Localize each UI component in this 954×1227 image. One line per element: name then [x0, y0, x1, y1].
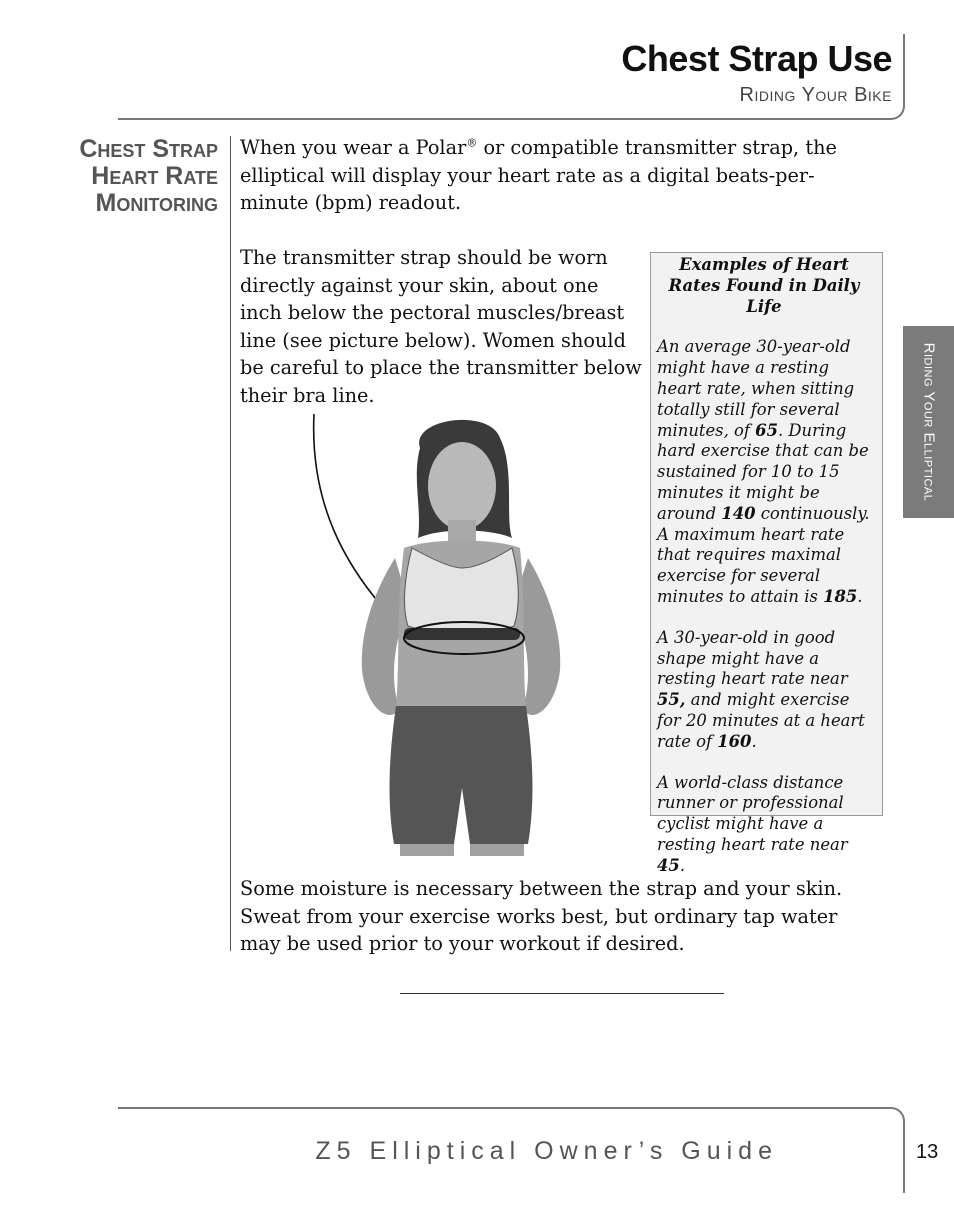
section-end-rule	[400, 993, 724, 994]
page-number: 13	[916, 1141, 939, 1163]
chapter-tab-label: Riding Your Elliptical	[920, 342, 937, 502]
fit-exercise-rate-value: 160	[717, 731, 752, 751]
section-heading	[79, 136, 218, 217]
info-text: .	[751, 731, 757, 751]
section-heading-line: Chest Strap	[79, 135, 218, 163]
info-text: and might exercise for 20 minutes at a heart rate of	[657, 690, 865, 751]
chest-strap-photo	[300, 408, 620, 856]
intro-text-start: When you wear a Polar	[240, 136, 467, 159]
column-divider	[230, 136, 231, 951]
info-box-title: Examples of Heart Rates Found in Daily Life	[668, 255, 860, 316]
info-text: .	[857, 586, 863, 606]
info-paragraph-fit	[657, 628, 871, 753]
moisture-paragraph: Some moisture is necessary between the strap and your skin. Sweat from your exercise works best, but ordinary tap water may be used prior to your workout if desired.	[240, 877, 843, 955]
intro-text-end: or compatible transmitter strap, the elliptical will display your heart rate as a digital beats-per-minute (bpm) readout.	[240, 136, 837, 214]
section-heading-line: Heart Rate	[91, 162, 218, 190]
info-paragraph-athlete	[657, 773, 871, 877]
info-text: A world-class distance runner or professional cyclist might have a resting heart rate near	[657, 772, 848, 854]
chapter-tab	[903, 326, 954, 518]
resting-rate-value: 65	[755, 420, 778, 440]
max-rate-value: 185	[823, 586, 858, 606]
heart-rate-examples-box	[650, 252, 883, 875]
footer-title: Z5 Elliptical Owner’s Guide	[315, 1137, 778, 1165]
exercise-rate-value: 140	[721, 503, 756, 523]
page-title: Chest Strap Use	[621, 38, 892, 79]
placement-paragraph: The transmitter strap should be worn directly against your skin, about one inch below the pectoral muscles/breast line (see picture below). Women should be careful to place the transmitter below their bra line.	[240, 246, 642, 407]
info-text: continuously. A maximum heart rate that requires maximal exercise for several minutes to attain is	[657, 503, 870, 606]
info-text: A 30-year-old in good shape might have a resting heart rate near	[657, 627, 848, 689]
athlete-resting-rate-value: 45	[657, 855, 680, 875]
info-paragraph-average	[657, 337, 871, 607]
section-heading-line: Monitoring	[95, 189, 218, 217]
info-text: .	[679, 855, 686, 875]
info-text: An average 30-year-old might have a resting heart rate, when sitting totally still for several minutes, of	[657, 337, 855, 440]
intro-paragraph	[240, 134, 880, 217]
fit-resting-rate-value: 55,	[657, 690, 686, 710]
info-text: . During hard exercise that can be sustained for 10 to 15 minutes it might be around	[657, 420, 869, 523]
section-subtitle: Riding Your Bike	[739, 84, 892, 106]
registered-mark: ®	[466, 136, 478, 150]
